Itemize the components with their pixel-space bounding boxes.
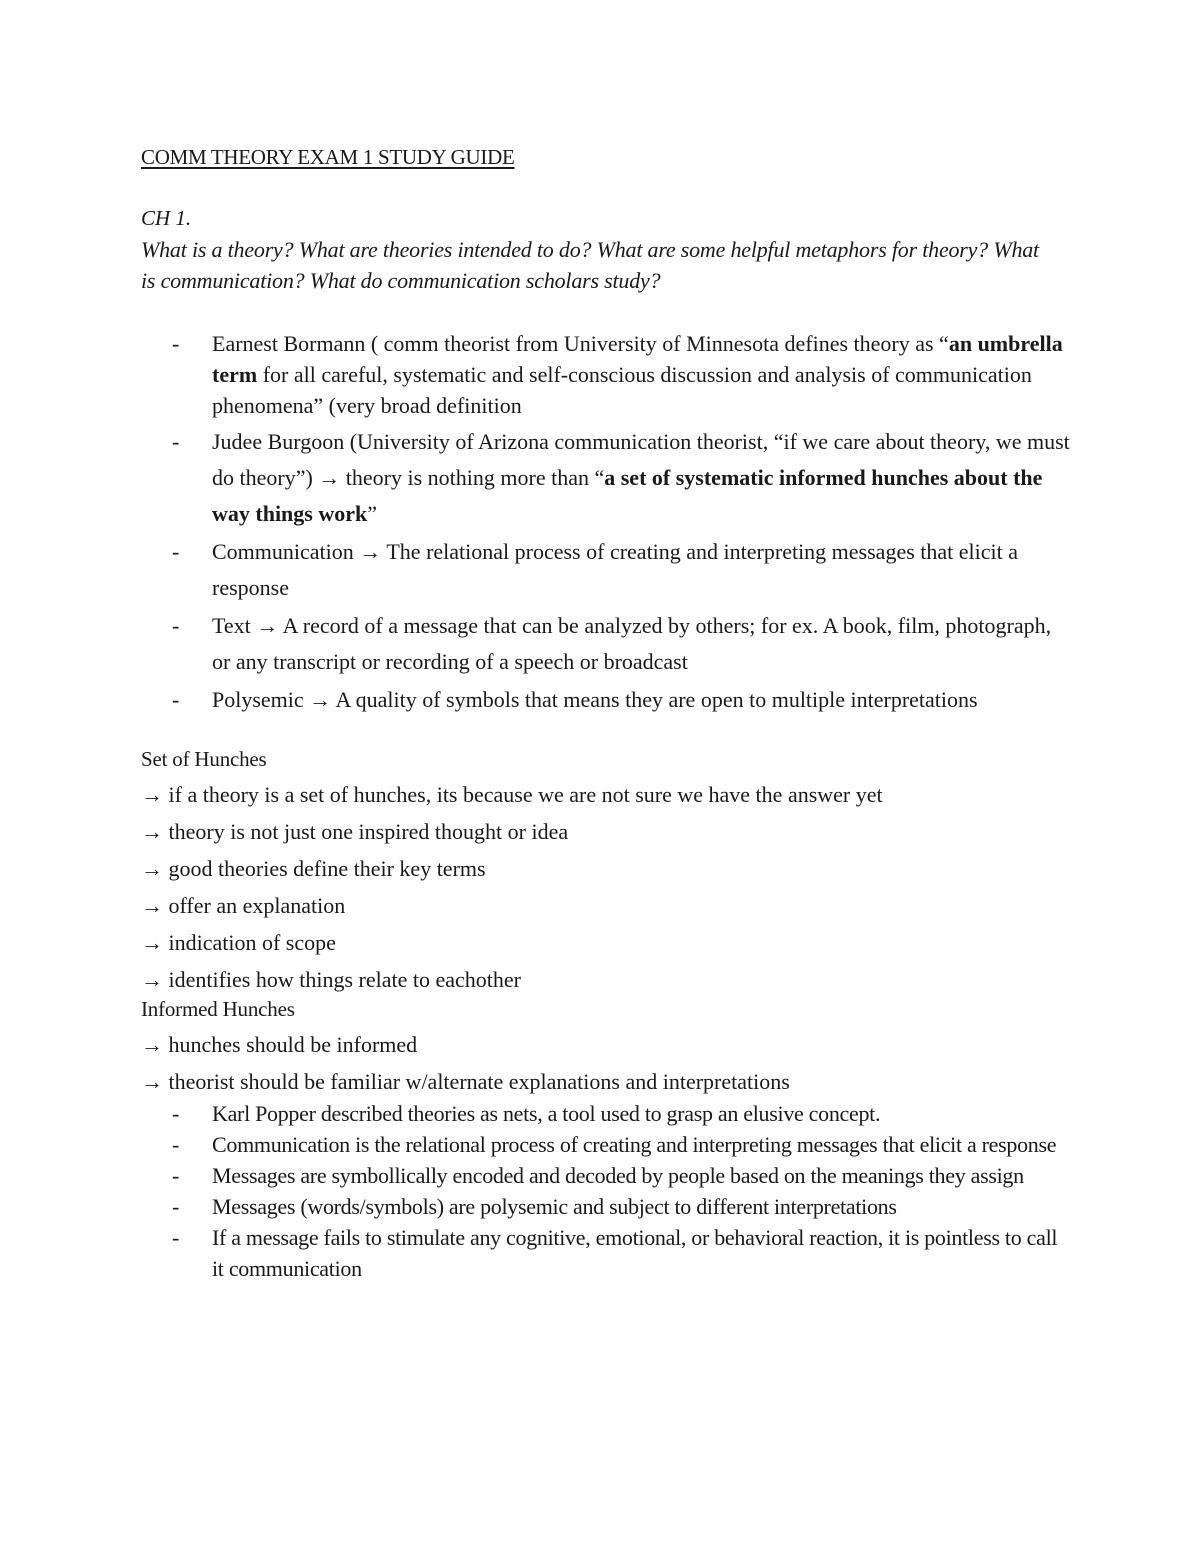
arrow-point: → offer an explanation: [141, 893, 346, 918]
set-of-hunches-section: [141, 743, 1121, 998]
bold-term: an umbrella term: [212, 331, 1063, 387]
definitions-list: [172, 328, 1072, 720]
arrow-point: → hunches should be informed: [141, 1032, 418, 1057]
arrow-point: → if a theory is a set of hunches, its because we are not sure we have the answer yet: [141, 782, 883, 807]
list-item: - Karl Popper described theories as nets, a tool used to grasp an elusive concept.: [172, 1098, 1072, 1129]
chapter-label: CH 1.: [141, 206, 192, 230]
list-item: - Judee Burgoon (University of Arizona communication theorist, “if we care about theory, we must do theory”) → theory is nothing more than “a set of systematic informed hunches about the way things work”: [172, 424, 1072, 532]
informed-hunches-section: [141, 993, 1121, 1100]
list-item: - Earnest Bormann ( comm theorist from University of Minnesota defines theory as “an umbrella term for all careful, systematic and self-conscious discussion and analysis of communication phenomena” (very broad definition: [172, 328, 1072, 421]
arrow-point: → indication of scope: [141, 930, 336, 955]
section-heading: Informed Hunches: [141, 997, 295, 1021]
notes-list: [172, 1098, 1072, 1284]
bold-term: a set of systematic informed hunches about the way things work: [212, 465, 1043, 526]
list-item: - Communication is the relational process of creating and interpreting messages that elicit a response: [172, 1129, 1072, 1160]
list-item: - Messages (words/symbols) are polysemic and subject to different interpretations: [172, 1191, 1072, 1222]
list-item: - Communication → The relational process of creating and interpreting messages that elicit a response: [172, 534, 1072, 606]
arrow-point: → good theories define their key terms: [141, 856, 486, 881]
chapter-questions: What is a theory? What are theories intended to do? What are some helpful metaphors for theory? What is communication? What do communication scholars study?: [141, 237, 1039, 293]
arrow-point: → theorist should be familiar w/alternate explanations and interpretations: [141, 1069, 790, 1094]
arrow-point: → theory is not just one inspired thought or idea: [141, 819, 569, 844]
list-item: - Text → A record of a message that can be analyzed by others; for ex. A book, film, photograph, or any transcript or recording of a speech or broadcast: [172, 608, 1072, 680]
document-title: COMM THEORY EXAM 1 STUDY GUIDE: [141, 145, 515, 169]
list-item: - Messages are symbollically encoded and decoded by people based on the meanings they assign: [172, 1160, 1072, 1191]
list-item: - If a message fails to stimulate any cognitive, emotional, or behavioral reaction, it is pointless to call it communication: [172, 1222, 1072, 1284]
list-item: - Polysemic → A quality of symbols that means they are open to multiple interpretations: [172, 682, 1072, 718]
arrow-point: → identifies how things relate to eachother: [141, 967, 521, 992]
section-heading: Set of Hunches: [141, 747, 267, 771]
